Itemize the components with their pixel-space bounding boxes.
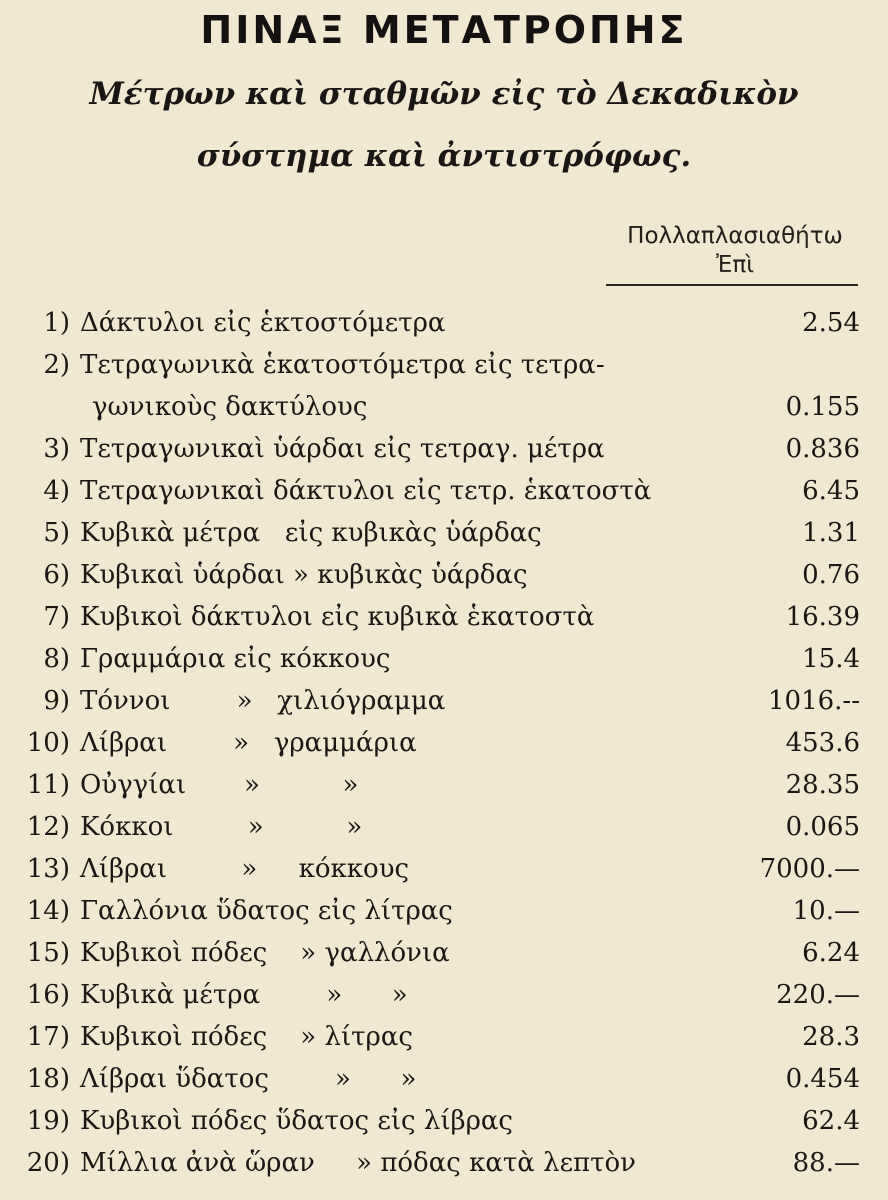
row-description: Λίβραι » γραμμάρια — [80, 728, 417, 758]
row-number: 7) — [43, 602, 70, 632]
subtitle-line-2: σύστημα καὶ ἀντιστρόφως. — [196, 138, 692, 174]
table-row — [0, 1058, 888, 1100]
row-number: 13) — [26, 854, 70, 884]
table-row — [0, 806, 888, 848]
row-number: 15) — [26, 938, 70, 968]
row-number: 5) — [43, 518, 70, 548]
subtitle-line-1: Μέτρων καὶ σταθμῶν εἰς τὸ Δεκαδικὸν — [89, 76, 799, 112]
column-header-line-2: Ἐπὶ — [716, 252, 754, 278]
row-multiplier: 16.39 — [785, 602, 860, 632]
table-row — [0, 1016, 888, 1058]
row-multiplier: 0.76 — [802, 560, 860, 590]
row-description: Κυβικοὶ πόδες » γαλλόνια — [80, 938, 450, 968]
row-description: Κυβικὰ μέτρα » » — [80, 980, 408, 1010]
table-row — [0, 302, 888, 344]
row-description: Τόννοι » χιλιόγραμμα — [80, 686, 446, 716]
table-row — [0, 512, 888, 554]
row-number: 4) — [43, 476, 70, 506]
table-row — [0, 470, 888, 512]
header-divider — [606, 284, 858, 286]
row-multiplier: 1016.-- — [767, 686, 860, 716]
row-description: Γραμμάρια εἰς κόκκους — [80, 644, 391, 674]
table-row — [0, 932, 888, 974]
row-description: Κυβικοὶ πόδες » λίτρας — [80, 1022, 413, 1052]
page-title: ΠΙΝΑΞ ΜΕΤΑΤΡΟΠΗΣ — [200, 8, 688, 52]
row-number: 19) — [26, 1106, 70, 1136]
row-description: Κυβικαὶ ὑάρδαι » κυβικὰς ὑάρδας — [80, 560, 528, 590]
table-row — [0, 1142, 888, 1184]
row-multiplier: 62.4 — [802, 1106, 860, 1136]
row-description-continued: γωνικοὺς δακτύλους — [92, 392, 368, 422]
table-row — [0, 974, 888, 1016]
table-row — [0, 848, 888, 890]
row-number: 10) — [26, 728, 70, 758]
row-number: 3) — [43, 434, 70, 464]
row-multiplier: 6.24 — [802, 938, 860, 968]
row-multiplier: 0.065 — [785, 812, 860, 842]
row-number: 9) — [43, 686, 70, 716]
row-description: Τετραγωνικὰ ἑκατοστόμετρα εἰς τετρα- — [80, 350, 605, 380]
row-multiplier: 0.454 — [785, 1064, 860, 1094]
row-number: 17) — [26, 1022, 70, 1052]
row-multiplier: 28.35 — [785, 770, 860, 800]
row-description: Λίβραι ὕδατος » » — [80, 1064, 417, 1094]
row-number: 12) — [26, 812, 70, 842]
row-multiplier: 0.155 — [785, 392, 860, 422]
row-description: Τετραγωνικαὶ ὑάρδαι εἰς τετραγ. μέτρα — [80, 434, 605, 464]
table-row — [0, 890, 888, 932]
table-row — [0, 428, 888, 470]
row-description: Κυβικοὶ δάκτυλοι εἰς κυβικὰ ἑκατοστὰ — [80, 602, 595, 632]
row-multiplier: 1.31 — [802, 518, 860, 548]
table-row — [0, 596, 888, 638]
row-multiplier: 28.3 — [802, 1022, 860, 1052]
row-multiplier: 2.54 — [802, 308, 860, 338]
table-row — [0, 344, 888, 422]
row-description: Οὐγγίαι » » — [80, 770, 359, 800]
row-number: 16) — [26, 980, 70, 1010]
row-number: 20) — [26, 1148, 70, 1178]
row-number: 14) — [26, 896, 70, 926]
row-number: 6) — [43, 560, 70, 590]
table-row — [0, 554, 888, 596]
table-row — [0, 722, 888, 764]
row-number: 1) — [43, 308, 70, 338]
row-number: 8) — [43, 644, 70, 674]
row-multiplier: 10.— — [792, 896, 860, 926]
row-multiplier: 453.6 — [785, 728, 860, 758]
table-row — [0, 680, 888, 722]
row-multiplier: 88.— — [792, 1148, 860, 1178]
row-description: Γαλλόνια ὕδατος εἰς λίτρας — [80, 896, 453, 926]
row-multiplier: 220.— — [776, 980, 860, 1010]
row-multiplier: 7000.— — [759, 854, 860, 884]
row-number: 2) — [43, 350, 70, 380]
row-description: Κυβικοὶ πόδες ὕδατος εἰς λίβρας — [80, 1106, 513, 1136]
table-row — [0, 638, 888, 680]
row-description: Μίλλια ἀνὰ ὥραν » πόδας κατὰ λεπτὸν — [80, 1148, 636, 1178]
row-description: Κόκκοι » » — [80, 812, 363, 842]
row-multiplier: 15.4 — [802, 644, 860, 674]
row-description: Λίβραι » κόκκους — [80, 854, 410, 884]
table-row — [0, 764, 888, 806]
row-number: 11) — [26, 770, 70, 800]
table-row — [0, 1100, 888, 1142]
multiplier-column-header — [600, 222, 870, 280]
row-multiplier: 0.836 — [785, 434, 860, 464]
row-multiplier: 6.45 — [802, 476, 860, 506]
column-header-line-1: Πολλαπλασιαθήτω — [627, 223, 843, 249]
row-number: 18) — [26, 1064, 70, 1094]
row-description: Κυβικὰ μέτρα εἰς κυβικὰς ὑάρδας — [80, 518, 542, 548]
row-description: Τετραγωνικαὶ δάκτυλοι εἰς τετρ. ἑκατοστὰ — [80, 476, 652, 506]
row-description: Δάκτυλοι εἰς ἑκτοστόμετρα — [80, 308, 446, 338]
